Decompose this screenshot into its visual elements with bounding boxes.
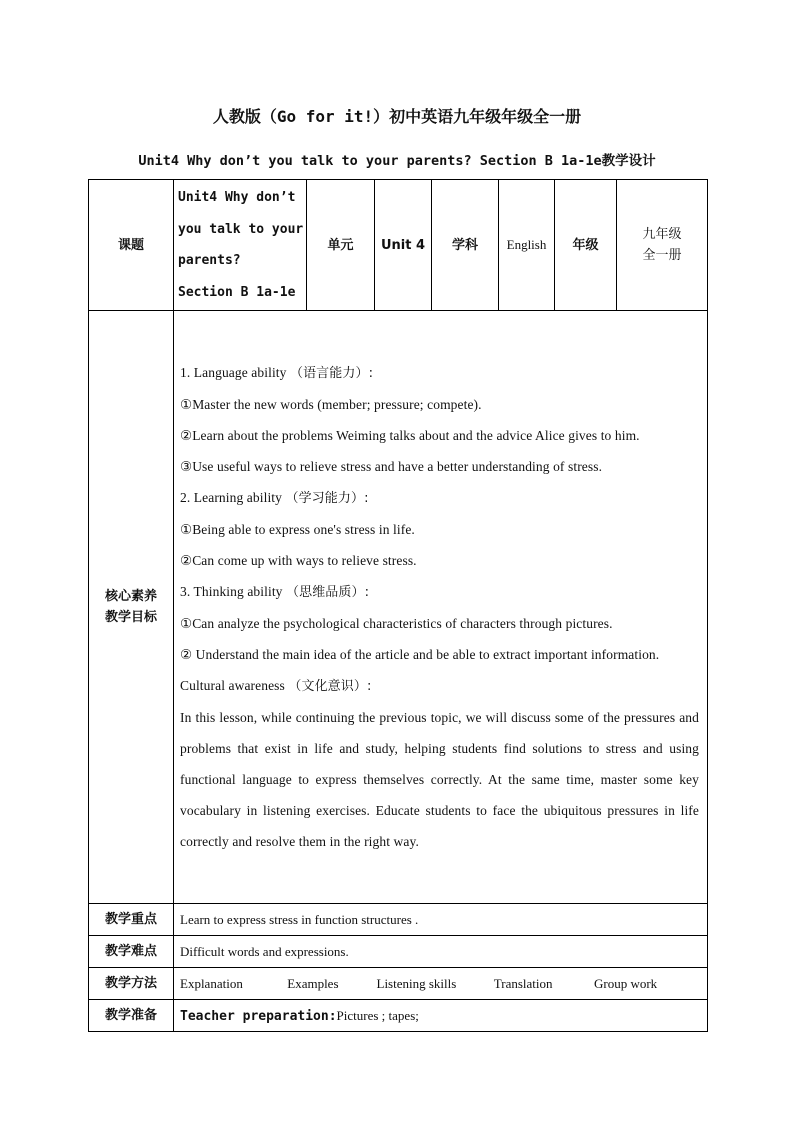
method-item: Group work bbox=[594, 975, 658, 991]
objectives-label bbox=[89, 311, 174, 904]
difficulties-value: Difficult words and expressions. bbox=[174, 936, 708, 968]
preparation-value bbox=[174, 1000, 708, 1032]
course-label: 课题 bbox=[89, 180, 174, 311]
difficulties-label: 教学难点 bbox=[89, 936, 174, 968]
document-title: 人教版（Go for it!）初中英语九年级年级全一册 bbox=[212, 107, 582, 126]
methods-row bbox=[89, 968, 708, 1000]
header-row bbox=[89, 180, 708, 311]
objective-line: ①Master the new words (member; pressure; compete). bbox=[180, 397, 482, 412]
subject-value: English bbox=[499, 180, 555, 311]
preparation-bold-label: Teacher preparation: bbox=[180, 1008, 337, 1024]
objective-line: 1. Language ability （语言能力）: bbox=[180, 365, 374, 381]
methods-label: 教学方法 bbox=[89, 968, 174, 1000]
objectives-label-line2: 教学目标 bbox=[104, 610, 157, 625]
method-item: Listening skills bbox=[376, 975, 457, 991]
course-title-line: you talk to your bbox=[178, 221, 304, 237]
course-title-cell bbox=[174, 180, 307, 311]
objective-line: 3. Thinking ability （思维品质）: bbox=[180, 584, 370, 600]
objectives-content bbox=[174, 311, 708, 904]
objective-line: 2. Learning ability （学习能力）: bbox=[180, 490, 369, 506]
grade-value bbox=[617, 180, 708, 311]
subject-label: 学科 bbox=[432, 180, 499, 311]
objective-line: ② Understand the main idea of the article and be able to extract important information. bbox=[180, 647, 660, 662]
objectives-row bbox=[89, 311, 708, 904]
method-item: Translation bbox=[493, 975, 553, 991]
objective-line: ①Can analyze the psychological characteristics of characters through pictures. bbox=[180, 616, 613, 631]
key-points-label: 教学重点 bbox=[89, 904, 174, 936]
methods-value bbox=[174, 968, 708, 1000]
objective-line: Cultural awareness （文化意识）: bbox=[180, 678, 372, 694]
objective-line: ②Learn about the problems Weiming talks about and the advice Alice gives to him. bbox=[180, 428, 640, 443]
method-item: Examples bbox=[287, 975, 339, 991]
lesson-plan-table bbox=[88, 179, 708, 1032]
grade-value-line1: 九年级 bbox=[642, 227, 682, 242]
course-title-line: parents? bbox=[178, 253, 241, 268]
objective-paragraph: In this lesson, while continuing the previous topic, we will discuss some of the pressures and problems that exist in life and study, helping students find solutions to stress and using functional language to express themselves correctly. At the same time, master some key vocabulary in listening exercises. Educate students to face the ubiquitous pressures in life correctly and resolve them in the right way. bbox=[180, 710, 699, 849]
course-title-line: Unit4 Why don’t bbox=[178, 190, 296, 205]
objective-line: ①Being able to express one's stress in life. bbox=[180, 522, 415, 537]
key-points-row bbox=[89, 904, 708, 936]
grade-label: 年级 bbox=[555, 180, 617, 311]
grade-value-line2: 全一册 bbox=[642, 248, 682, 263]
objectives-label-line1: 核心素养 bbox=[104, 589, 157, 604]
unit-label: 单元 bbox=[307, 180, 375, 311]
preparation-row bbox=[89, 1000, 708, 1032]
difficulties-row bbox=[89, 936, 708, 968]
course-title-line: Section B 1a-1e bbox=[178, 284, 296, 300]
preparation-text: Pictures ; tapes; bbox=[336, 1007, 419, 1023]
document-subtitle: Unit4 Why don’t you talk to your parents? Section B 1a-1e教学设计 bbox=[138, 153, 656, 169]
unit-value: Unit 4 bbox=[375, 180, 432, 311]
objective-line: ③Use useful ways to relieve stress and have a better understanding of stress. bbox=[180, 459, 603, 474]
preparation-label: 教学准备 bbox=[89, 1000, 174, 1032]
objective-line: ②Can come up with ways to relieve stress. bbox=[180, 553, 417, 568]
method-item: Explanation bbox=[180, 975, 243, 991]
key-points-value: Learn to express stress in function structures . bbox=[174, 904, 708, 936]
